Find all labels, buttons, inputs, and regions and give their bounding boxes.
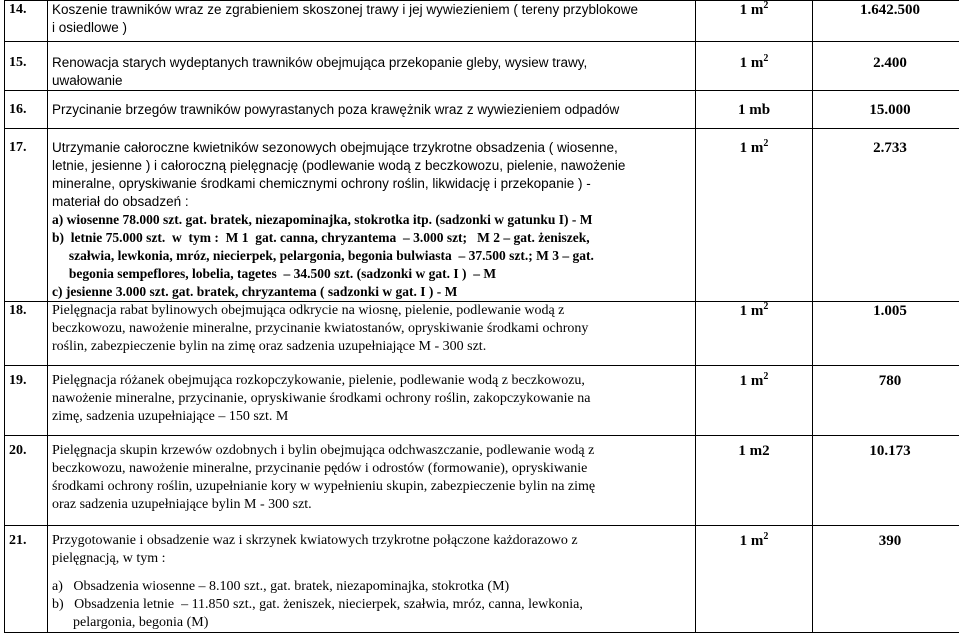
row-number: 21. [5, 526, 48, 633]
row-quantity: 390 [813, 526, 959, 633]
row-unit [696, 1, 813, 42]
description-line: oraz sadzenia uzupełniające bylin M - 300 szt. [52, 496, 691, 514]
description-line: Przygotowanie i obsadzenie waz i skrzynek kwiatowych trzykrotne połączone każdorazowo z [52, 532, 691, 550]
row-description [48, 42, 696, 91]
description-line: uwałowanie [52, 72, 691, 90]
unit-superscript: 2 [763, 531, 768, 542]
description-line: zimę, sadzenia uzupełniające – 150 szt. M [52, 408, 691, 426]
table-row [5, 42, 959, 91]
row-number: 14. [5, 1, 48, 42]
row-unit [696, 366, 813, 436]
table-row [5, 129, 959, 302]
description-line: letnie, jesienne ) i całoroczną pielęgnację (podlewanie wodą z beczkowozu, pielenie, nawożenie [52, 157, 691, 175]
cost-table [4, 0, 959, 633]
description-line: Utrzymanie całoroczne kwietników sezonowych obejmujące trzykrotne obsadzenia ( wiosenne, [52, 139, 691, 157]
description-line: nawożenie mineralne, przycinanie, opryskiwanie środkami ochrony roślin, zakopczykowanie na [52, 390, 691, 408]
planting-item: a) wiosenne 78.000 szt. gat. bratek, niezapominajka, stokrotka itp. (sadzonki w gatunku I) - M [52, 211, 691, 229]
description-line: środkami ochrony roślin, uzupełnianie kory w wypełnieniu skupin, zabezpieczenie bylin na zimę [52, 478, 691, 496]
unit-superscript: 2 [763, 0, 768, 11]
row-description [48, 526, 696, 633]
unit-text: 1 m [740, 55, 764, 71]
description-line: pielęgnacją, w tym : [52, 550, 691, 568]
description-line: materiał do obsadzeń : [52, 193, 691, 211]
spacer [52, 568, 691, 578]
unit-text: 1 mb [738, 102, 770, 118]
unit-text: 1 m [740, 533, 764, 549]
row-quantity: 10.173 [813, 436, 959, 526]
description-line: roślin, zabezpieczenie bylin na zimę oraz sadzenia uzupełniające M - 300 szt. [52, 338, 691, 356]
description-line: mineralne, opryskiwanie środkami chemicznymi ochrony roślin, likwidację i przekopanie ) - [52, 175, 691, 193]
description-line: i osiedlowe ) [52, 19, 691, 37]
row-unit [696, 91, 813, 129]
table-row [5, 526, 959, 633]
row-number: 18. [5, 302, 48, 366]
row-unit [696, 436, 813, 526]
planting-item: begonia sempeflores, lobelia, tagetes – 34.500 szt. (sadzonki w gat. I ) – M [52, 265, 691, 283]
row-number: 19. [5, 366, 48, 436]
row-unit [696, 129, 813, 302]
unit-text: 1 m [740, 303, 764, 319]
row-description [48, 302, 696, 366]
unit-superscript: 2 [763, 371, 768, 382]
description-line: beczkowozu, nawożenie mineralne, przycinanie pędów i odrostów (formowanie), opryskiwanie [52, 460, 691, 478]
row-number: 20. [5, 436, 48, 526]
unit-superscript: 2 [763, 53, 768, 64]
row-quantity: 2.733 [813, 129, 959, 302]
row-description [48, 129, 696, 302]
row-quantity: 1.642.500 [813, 1, 959, 42]
row-description [48, 436, 696, 526]
planting-item: pelargonia, begonia (M) [52, 614, 691, 632]
unit-superscript: 2 [763, 138, 768, 149]
unit-text: 1 m [740, 140, 764, 156]
row-quantity: 780 [813, 366, 959, 436]
planting-item: a) Obsadzenia wiosenne – 8.100 szt., gat. bratek, niezapominajka, stokrotka (M) [52, 578, 691, 596]
row-number: 15. [5, 42, 48, 91]
unit-text: 1 m2 [738, 443, 769, 459]
row-description [48, 366, 696, 436]
row-quantity: 15.000 [813, 91, 959, 129]
table-row [5, 1, 959, 42]
unit-text: 1 m [740, 2, 764, 18]
table-row [5, 302, 959, 366]
description-line: Pielęgnacja różanek obejmująca rozkopczykowanie, pielenie, podlewanie wodą z beczkowozu, [52, 372, 691, 390]
row-unit [696, 42, 813, 91]
row-unit [696, 526, 813, 633]
row-unit [696, 302, 813, 366]
table-row [5, 91, 959, 129]
unit-superscript: 2 [763, 301, 768, 312]
row-quantity: 1.005 [813, 302, 959, 366]
unit-text: 1 m [740, 373, 764, 389]
row-number: 16. [5, 91, 48, 129]
row-description [48, 1, 696, 42]
description-line: Pielęgnacja rabat bylinowych obejmująca odkrycie na wiosnę, pielenie, podlewanie wodą z [52, 302, 691, 320]
planting-item: b) letnie 75.000 szt. w tym : M 1 gat. canna, chryzantema – 3.000 szt; M 2 – gat. żeniszek, [52, 229, 691, 247]
planting-item: c) jesienne 3.000 szt. gat. bratek, chryzantema ( sadzonki w gat. I ) - M [52, 283, 691, 301]
description-line: Renowacja starych wydeptanych trawników obejmująca przekopanie gleby, wysiew trawy, [52, 54, 691, 72]
planting-item: b) Obsadzenia letnie – 11.850 szt., gat. żeniszek, niecierpek, szałwia, mróz, canna, lewkonia, [52, 596, 691, 614]
description-line: Koszenie trawników wraz ze zgrabieniem skoszonej trawy i jej wywiezieniem ( tereny przyblokowe [52, 1, 691, 19]
row-quantity: 2.400 [813, 42, 959, 91]
row-description [48, 91, 696, 129]
description-line: beczkowozu, nawożenie mineralne, przycinanie kwiatostanów, opryskiwanie środkami ochrony [52, 320, 691, 338]
description-line: Przycinanie brzegów trawników powyrastanych poza krawężnik wraz z wywiezieniem odpadów [52, 101, 691, 119]
description-line: Pielęgnacja skupin krzewów ozdobnych i bylin obejmująca odchwaszczanie, podlewanie wodą z [52, 442, 691, 460]
planting-item: szałwia, lewkonia, mróz, niecierpek, pelargonia, begonia bulwiasta – 37.500 szt.; M 3 – gat. [52, 247, 691, 265]
row-number: 17. [5, 129, 48, 302]
table-row [5, 436, 959, 526]
table-row [5, 366, 959, 436]
